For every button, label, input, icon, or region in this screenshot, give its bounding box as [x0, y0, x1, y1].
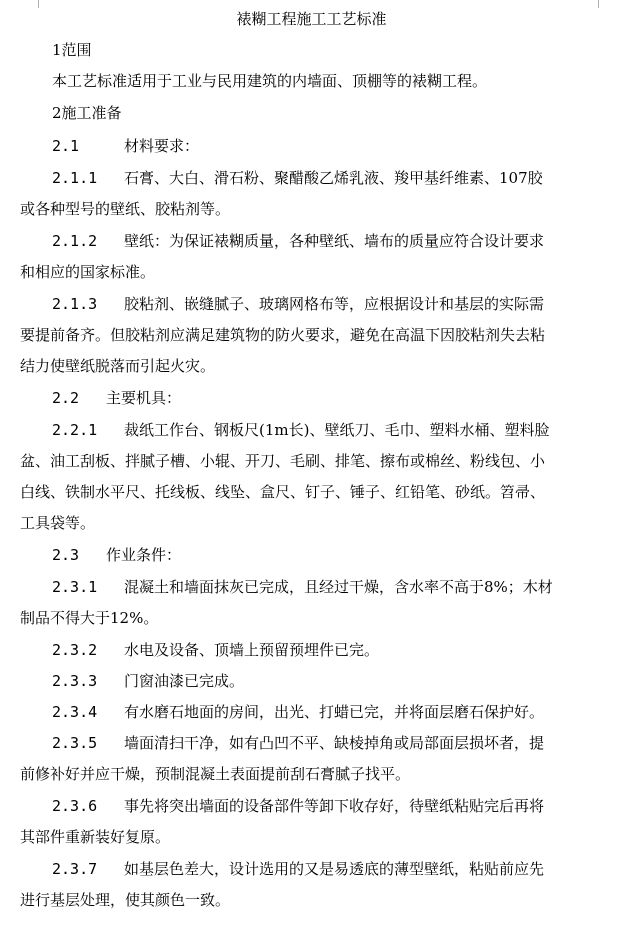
section-2-2-1-line-2: 盆、油工刮板、拌腻子槽、小辊、开刀、毛刷、排笔、擦布或棉丝、粉线包、小	[20, 452, 546, 470]
section-2-2-title: 主要机具：	[106, 389, 182, 407]
section-2-3-7-line-1: 如基层色差大，设计选用的又是易透底的薄型壁纸，粘贴前应先	[124, 860, 545, 878]
section-2-2-1-line-4: 工具袋等。	[20, 514, 96, 532]
section-2-3-1-line-2: 制品不得大于12%。	[20, 609, 159, 627]
section-2-3-4-number: 2.3.4	[52, 703, 98, 721]
section-2-3-1-line-1: 混凝土和墙面抹灰已完成，且经过干燥，含水率不高于8%；木材	[124, 578, 553, 596]
section-2-1-1-line-1: 石膏、大白、滑石粉、聚醋酸乙烯乳液、羧甲基纤维素、107胶	[124, 169, 543, 187]
section-2-3-3-line-1: 门窗油漆已完成。	[124, 672, 245, 690]
section-2-2-1-number: 2.2.1	[52, 421, 98, 439]
section-2-1-3-line-3: 结力使壁纸脱落而引起火灾。	[20, 357, 216, 375]
section-2-1-3-line-2: 要提前备齐。但胶粘剂应满足建筑物的防火要求，避免在高温下因胶粘剂失去粘	[20, 326, 546, 344]
section-2-1-1-number: 2.1.1	[52, 169, 98, 187]
section-2-3-2-number: 2.3.2	[52, 641, 98, 659]
section-2-3-3-number: 2.3.3	[52, 672, 98, 690]
section-1-text: 本工艺标准适用于工业与民用建筑的内墙面、顶棚等的裱糊工程。	[52, 72, 488, 90]
section-2-3-5-line-2: 前修补好并应干燥，预制混凝土表面提前刮石膏腻子找平。	[20, 765, 411, 783]
section-2-1-2-number: 2.1.2	[52, 232, 98, 250]
section-2-3-7-number: 2.3.7	[52, 860, 98, 878]
margin-mark-top-left	[38, 0, 39, 8]
section-2-3-5-number: 2.3.5	[52, 734, 98, 752]
section-2-3-5-line-1: 墙面清扫干净，如有凸凹不平、缺棱掉角或局部面层损坏者，提	[124, 734, 545, 752]
section-2-3-4-line-1: 有水磨石地面的房间，出光、打蜡已完，并将面层磨石保护好。	[124, 703, 545, 721]
section-2-3-title: 作业条件：	[106, 546, 182, 564]
section-2-1-3-number: 2.1.3	[52, 295, 98, 313]
section-2-1-3-line-1: 胶粘剂、嵌缝腻子、玻璃网格布等，应根据设计和基层的实际需	[124, 295, 545, 313]
section-2-2-number: 2.2	[52, 389, 80, 407]
section-2-2-1-line-1: 裁纸工作台、钢板尺(1m长)、壁纸刀、毛巾、塑料水桶、塑料脸	[124, 421, 550, 439]
section-2-1-2-line-2: 和相应的国家标准。	[20, 263, 156, 281]
section-2-2-1-line-3: 白线、铁制水平尺、托线板、线坠、盒尺、钉子、锤子、红铅笔、砂纸。笤帚、	[20, 483, 546, 501]
section-2-3-1-number: 2.3.1	[52, 578, 98, 596]
section-2-heading: 2施工准备	[52, 104, 122, 122]
section-1-heading: 1范围	[52, 41, 92, 59]
section-2-1-1-line-2: 或各种型号的壁纸、胶粘剂等。	[20, 200, 231, 218]
section-2-3-6-line-1: 事先将突出墙面的设备部件等卸下收存好，待壁纸粘贴完后再将	[124, 797, 545, 815]
section-2-3-6-line-2: 其部件重新装好复原。	[20, 828, 171, 846]
margin-mark-top-right	[598, 0, 599, 8]
section-2-1-2-line-1: 壁纸：为保证裱糊质量，各种壁纸、墙布的质量应符合设计要求	[124, 232, 545, 250]
section-2-3-7-line-2: 进行基层处理，使其颜色一致。	[20, 891, 231, 909]
section-2-1-title: 材料要求：	[124, 137, 200, 155]
section-2-3-6-number: 2.3.6	[52, 797, 98, 815]
section-2-3-2-line-1: 水电及设备、顶墙上预留预埋件已完。	[124, 641, 380, 659]
section-2-3-number: 2.3	[52, 546, 80, 564]
document-title: 裱糊工程施工工艺标准	[236, 10, 387, 28]
section-2-1-number: 2.1	[52, 137, 80, 155]
